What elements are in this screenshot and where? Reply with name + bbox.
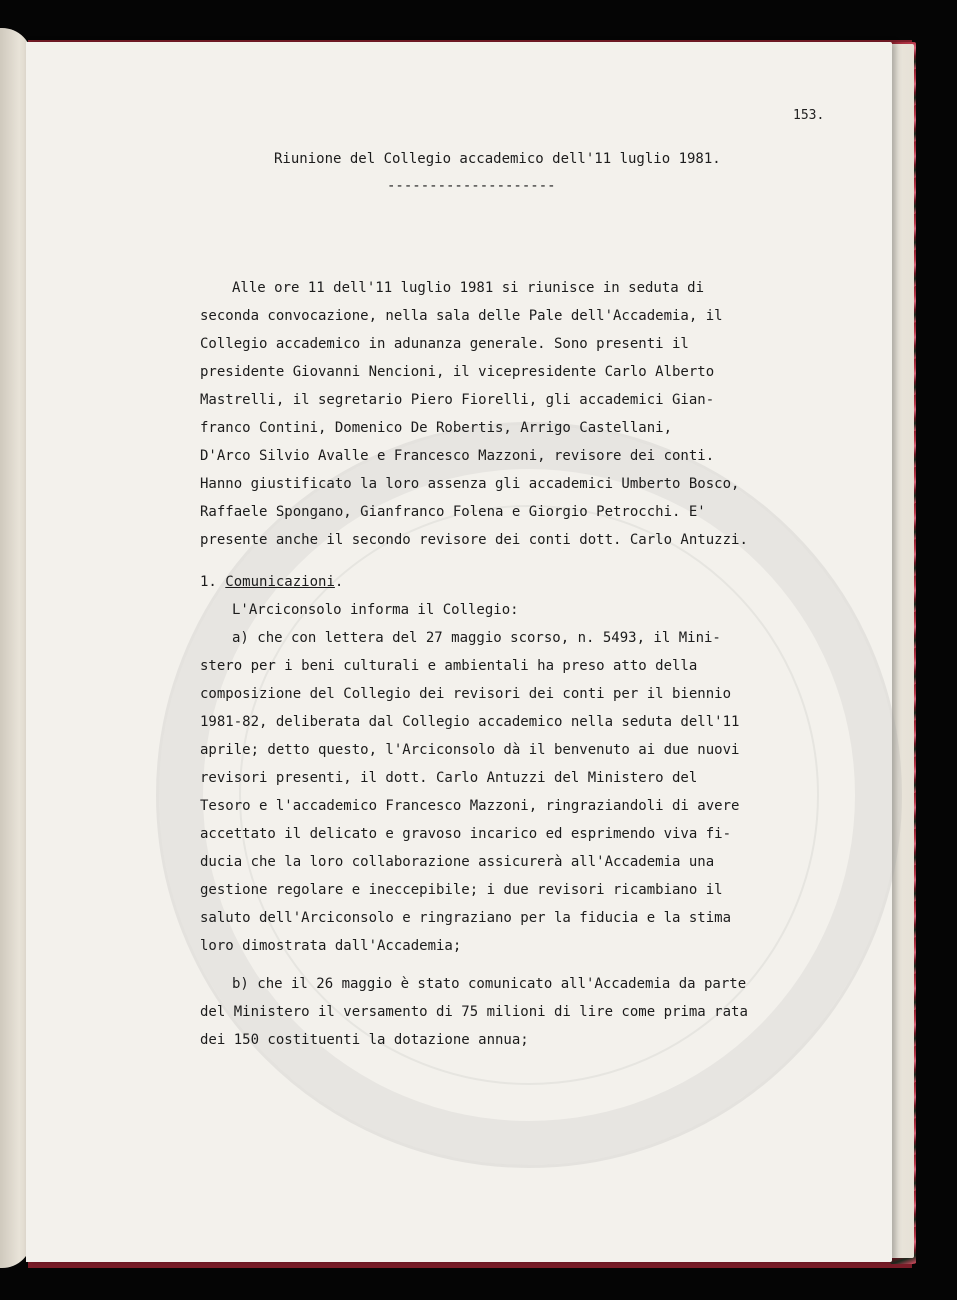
item-b-line: del Ministero il versamento di 75 milioni di lire come prima rata <box>200 1004 748 1020</box>
paragraph-line: franco Contini, Domenico De Robertis, Arrigo Castellani, <box>200 420 673 436</box>
watermark-stamp-inner <box>239 505 819 1085</box>
paragraph-line: Raffaele Spongano, Gianfranco Folena e Giorgio Petrocchi. E' <box>200 504 706 520</box>
item-a-line: gestione regolare e ineccepibile; i due revisori ricambiano il <box>200 882 723 898</box>
item-a-line: ducia che la loro collaborazione assicurerà all'Accademia una <box>200 854 715 870</box>
paragraph-line: Mastrelli, il segretario Piero Fiorelli, gli accademici Gian- <box>200 392 715 408</box>
item-a-line: aprile; detto questo, l'Arciconsolo dà il benvenuto ai due nuovi <box>200 742 740 758</box>
page-number: 153. <box>793 108 825 123</box>
paragraph-line: Hanno giustificato la loro assenza gli accademici Umberto Bosco, <box>200 476 740 492</box>
item-a-line: accettato il delicato e gravoso incarico ed esprimendo viva fi- <box>200 826 732 842</box>
section-heading <box>200 574 343 590</box>
paragraph-line: D'Arco Silvio Avalle e Francesco Mazzoni, revisore dei conti. <box>200 448 715 464</box>
page-title: Riunione del Collegio accademico dell'11 luglio 1981. <box>274 151 721 167</box>
intro-line: L'Arciconsolo informa il Collegio: <box>232 602 519 618</box>
document-page <box>26 42 892 1262</box>
item-a-line: revisori presenti, il dott. Carlo Antuzzi del Ministero del <box>200 770 698 786</box>
title-underline-rule: -------------------- <box>387 178 556 194</box>
item-b-line: dei 150 costituenti la dotazione annua; <box>200 1032 529 1048</box>
item-a-line: composizione del Collegio dei revisori dei conti per il biennio <box>200 686 732 702</box>
item-b-line: b) che il 26 maggio è stato comunicato all'Accademia da parte <box>232 976 747 992</box>
section-number: 1. <box>200 574 226 590</box>
item-a-line: a) che con lettera del 27 maggio scorso, n. 5493, il Mini- <box>232 630 721 646</box>
item-a-line: loro dimostrata dall'Accademia; <box>200 938 462 954</box>
item-a-line: 1981-82, deliberata dal Collegio accademico nella seduta dell'11 <box>200 714 740 730</box>
paragraph-line: Alle ore 11 dell'11 luglio 1981 si riunisce in seduta di <box>232 280 705 296</box>
item-a-line: Tesoro e l'accademico Francesco Mazzoni, ringraziandoli di avere <box>200 798 740 814</box>
paragraph-line: presente anche il secondo revisore dei conti dott. Carlo Antuzzi. <box>200 532 748 548</box>
section-title-end: . <box>334 574 344 590</box>
paragraph-line: seconda convocazione, nella sala delle Pale dell'Accademia, il <box>200 308 723 324</box>
item-a-line: stero per i beni culturali e ambientali ha preso atto della <box>200 658 698 674</box>
item-a-line: saluto dell'Arciconsolo e ringraziano per la fiducia e la stima <box>200 910 732 926</box>
paragraph-line: Collegio accademico in adunanza generale. Sono presenti il <box>200 336 689 352</box>
section-title: Comunicazioni <box>225 574 335 590</box>
paragraph-line: presidente Giovanni Nencioni, il vicepresidente Carlo Alberto <box>200 364 715 380</box>
